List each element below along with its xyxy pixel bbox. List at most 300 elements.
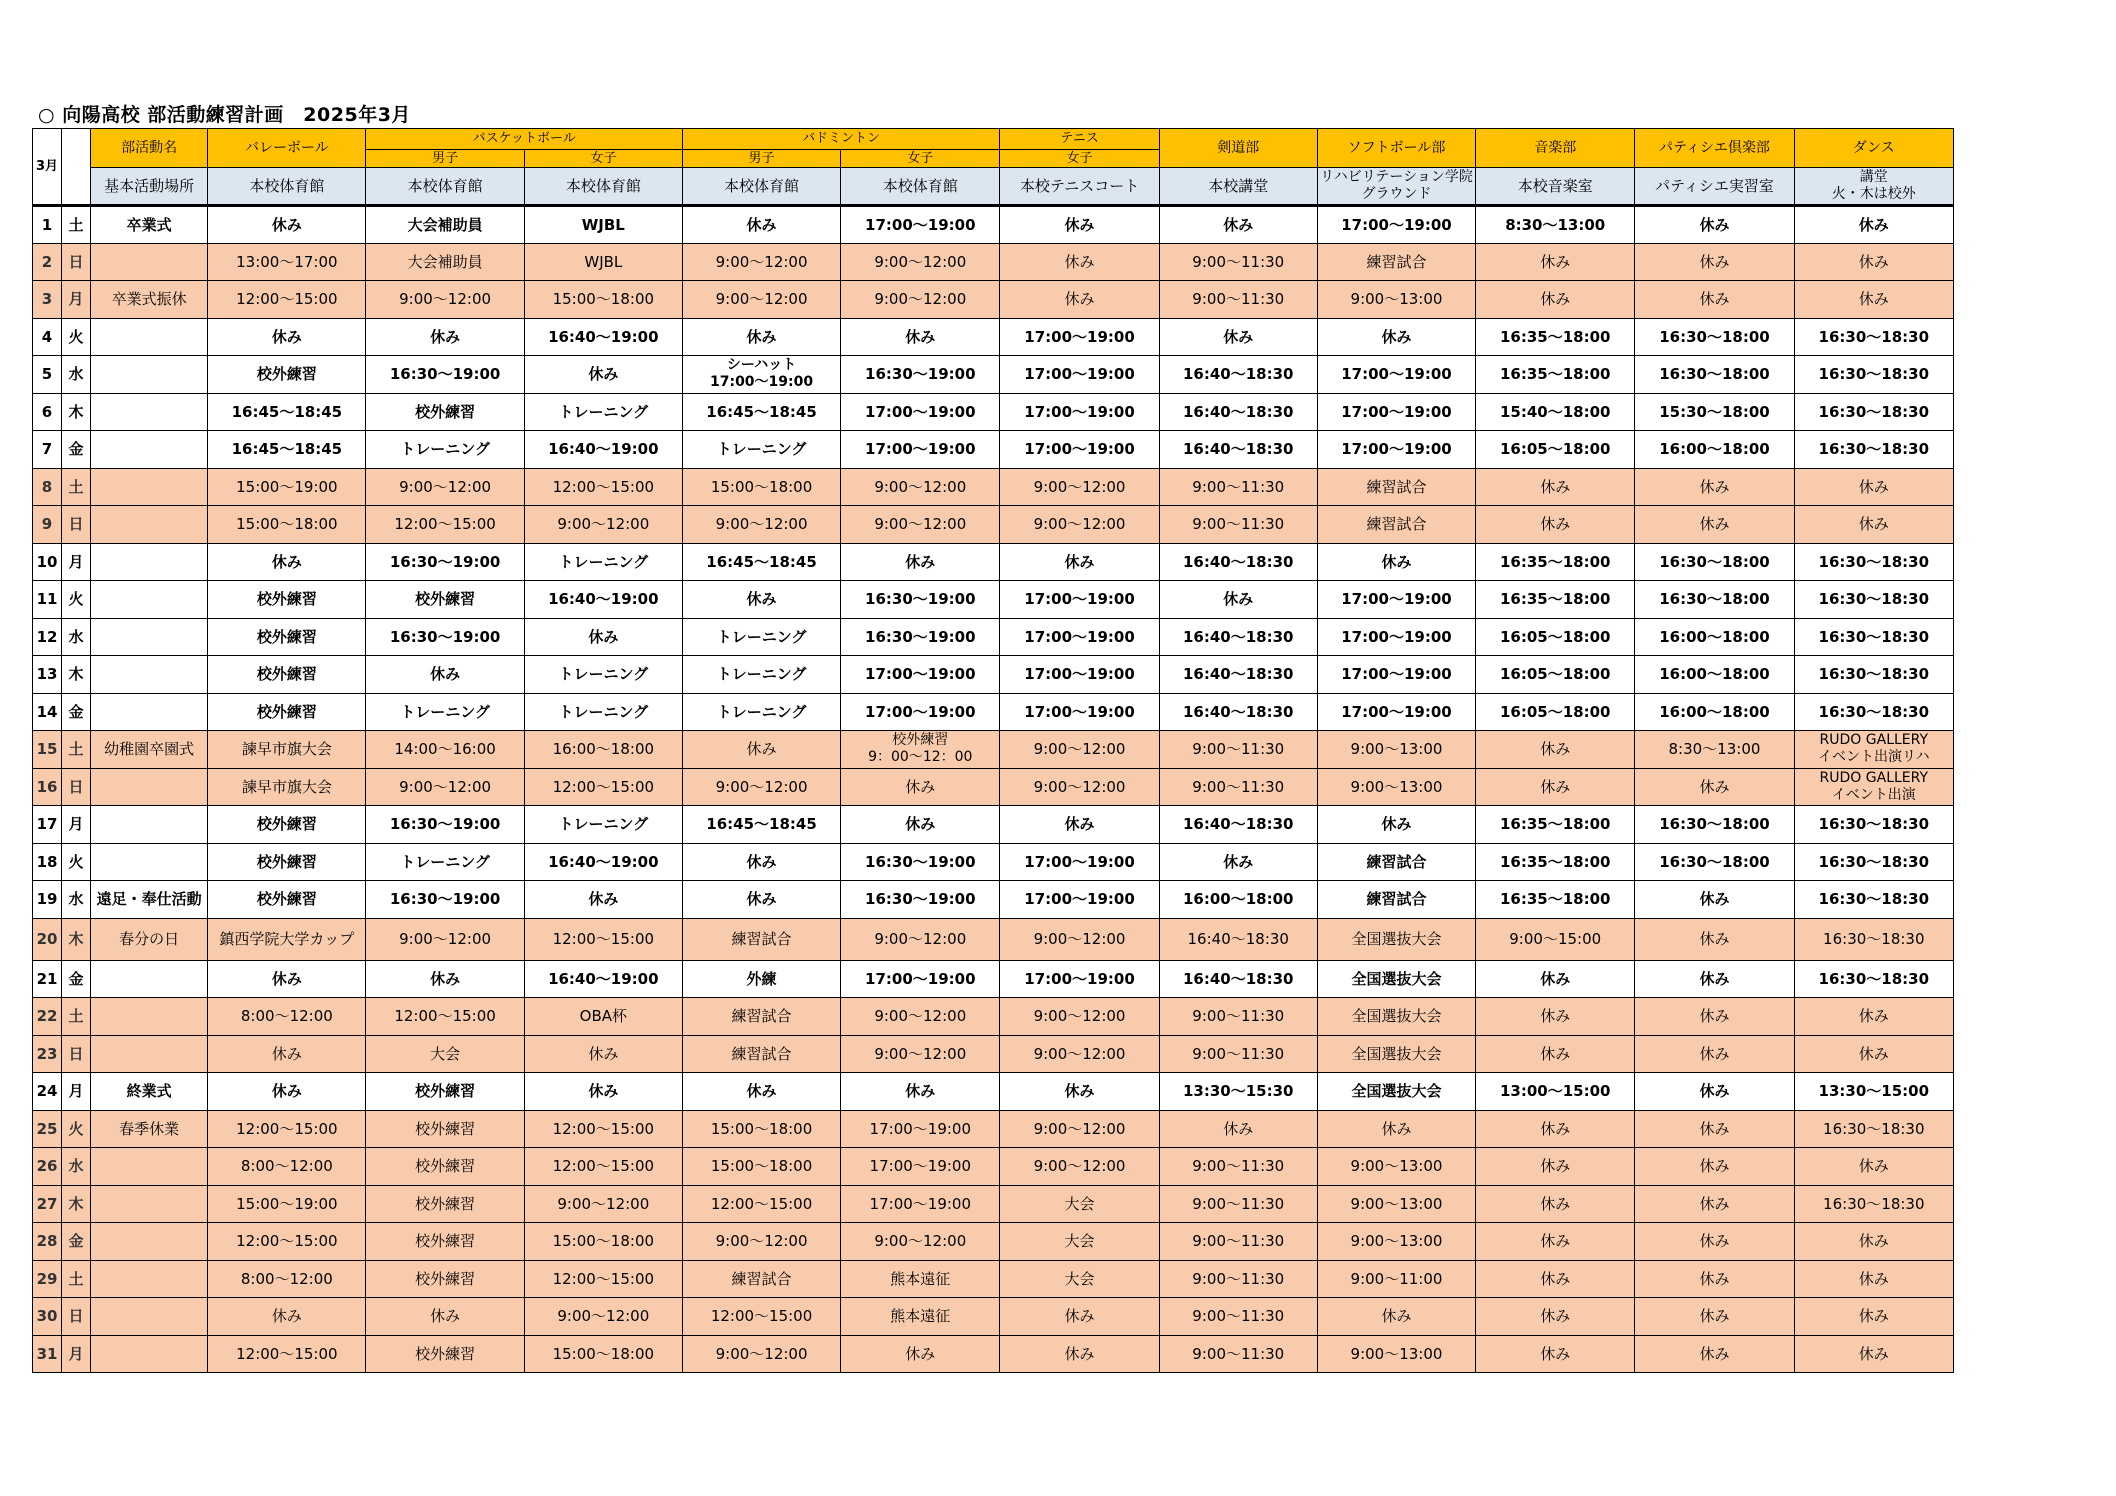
schedule-cell: 17:00～19:00: [841, 1110, 1000, 1148]
schedule-cell: 16:30～18:30: [1794, 806, 1953, 844]
schedule-cell: 練習試合: [1317, 243, 1475, 281]
schedule-cell: 16:40～18:30: [1159, 543, 1317, 581]
schedule-cell: 15:00～18:00: [524, 1223, 682, 1261]
table-row: [33, 881, 1954, 919]
schedule-cell: 16:30～18:30: [1794, 543, 1953, 581]
event-cell: 終業式: [91, 1073, 208, 1111]
schedule-cell: 14:00～16:00: [366, 731, 524, 769]
table-row: [33, 506, 1954, 544]
schedule-cell: 休み: [1317, 1110, 1475, 1148]
schedule-cell: 12:00～15:00: [208, 281, 366, 319]
schedule-cell: 15:00～18:00: [682, 1110, 840, 1148]
schedule-cell: 17:00～19:00: [1317, 693, 1475, 731]
table-row: [33, 468, 1954, 506]
schedule-cell: 16:30～18:30: [1794, 318, 1953, 356]
table-row: [33, 281, 1954, 319]
basketball-girls: 女子: [524, 150, 682, 168]
schedule-cell: 休み: [366, 960, 524, 998]
schedule-cell: 休み: [1635, 1073, 1794, 1111]
schedule-cell: 9:00～12:00: [366, 768, 524, 806]
event-cell: [91, 356, 208, 394]
schedule-cell: 15:40～18:00: [1476, 393, 1635, 431]
schedule-cell: 17:00～19:00: [1317, 656, 1475, 694]
schedule-cell: 16:40～18:30: [1159, 918, 1317, 960]
schedule-cell: 17:00～19:00: [841, 431, 1000, 469]
schedule-cell: 16:30～18:00: [1635, 318, 1794, 356]
schedule-cell: 休み: [1635, 506, 1794, 544]
schedule-cell: 休み: [1635, 998, 1794, 1036]
schedule-cell: 校外練習: [366, 393, 524, 431]
schedule-cell: 15:00～19:00: [208, 1185, 366, 1223]
event-cell: [91, 998, 208, 1036]
schedule-cell: 12:00～15:00: [682, 1298, 840, 1336]
dow-cell: 月: [62, 543, 91, 581]
schedule-cell: 休み: [208, 1298, 366, 1336]
date-cell: 11: [33, 581, 62, 619]
schedule-cell: 校外練習: [208, 656, 366, 694]
dow-cell: 火: [62, 1110, 91, 1148]
table-row: [33, 1260, 1954, 1298]
schedule-cell: 16:45～18:45: [682, 806, 840, 844]
schedule-cell: 16:35～18:00: [1476, 806, 1635, 844]
table-row: [33, 543, 1954, 581]
schedule-cell: OBA杯: [524, 998, 682, 1036]
schedule-cell: 16:35～18:00: [1476, 356, 1635, 394]
table-row: [33, 356, 1954, 394]
schedule-cell: 17:00～19:00: [1000, 618, 1159, 656]
date-cell: 2: [33, 243, 62, 281]
schedule-cell: 16:40～18:30: [1159, 431, 1317, 469]
date-cell: 8: [33, 468, 62, 506]
schedule-cell: 9:00～12:00: [841, 468, 1000, 506]
schedule-cell: 校外練習: [208, 881, 366, 919]
place-basketball-boys: 本校体育館: [366, 168, 524, 206]
schedule-cell: 16:30～18:30: [1794, 431, 1953, 469]
schedule-cell: 16:35～18:00: [1476, 881, 1635, 919]
event-cell: [91, 656, 208, 694]
date-cell: 9: [33, 506, 62, 544]
event-cell: [91, 618, 208, 656]
club-badminton: バドミントン: [682, 129, 999, 150]
schedule-cell: 休み: [1794, 281, 1953, 319]
schedule-cell: 16:40～18:30: [1159, 618, 1317, 656]
table-row: [33, 693, 1954, 731]
schedule-cell: 休み: [1317, 806, 1475, 844]
table-row: [33, 1035, 1954, 1073]
schedule-cell: 休み: [208, 1035, 366, 1073]
schedule-cell: 練習試合: [1317, 881, 1475, 919]
schedule-cell: 校外練習: [366, 581, 524, 619]
schedule-cell: 17:00～19:00: [1000, 581, 1159, 619]
schedule-cell: 12:00～15:00: [208, 1110, 366, 1148]
dow-cell: 火: [62, 318, 91, 356]
schedule-cell: 休み: [1635, 918, 1794, 960]
page-title: ○ 向陽高校 部活動練習計画 2025年3月: [38, 104, 411, 126]
schedule-cell: 15:00～18:00: [524, 281, 682, 319]
schedule-cell: 9:00～12:00: [366, 468, 524, 506]
schedule-cell: 休み: [1635, 281, 1794, 319]
schedule-cell: 15:00～18:00: [524, 1335, 682, 1373]
schedule-cell: 休み: [682, 881, 840, 919]
schedule-cell: 16:30～18:30: [1794, 960, 1953, 998]
schedule-cell: 9:00～12:00: [524, 1185, 682, 1223]
dow-cell: 日: [62, 768, 91, 806]
schedule-cell: 16:00～18:00: [524, 731, 682, 769]
place-badminton-boys: 本校体育館: [682, 168, 840, 206]
event-cell: [91, 1185, 208, 1223]
schedule-cell: 17:00～19:00: [1000, 393, 1159, 431]
date-cell: 17: [33, 806, 62, 844]
table-row: [33, 206, 1954, 244]
schedule-cell: 9:00～12:00: [841, 281, 1000, 319]
schedule-cell: 9:00～12:00: [1000, 506, 1159, 544]
date-cell: 31: [33, 1335, 62, 1373]
schedule-cell: 校外練習: [208, 618, 366, 656]
schedule-cell: 休み: [1000, 1335, 1159, 1373]
schedule-cell: 休み: [1635, 1148, 1794, 1186]
table-row: [33, 1148, 1954, 1186]
schedule-cell: 12:00～15:00: [524, 1110, 682, 1148]
schedule-cell: 16:40～18:30: [1159, 806, 1317, 844]
schedule-cell: 休み: [1635, 1110, 1794, 1148]
schedule-cell: 16:30～19:00: [366, 618, 524, 656]
date-cell: 26: [33, 1148, 62, 1186]
schedule-cell: 9:00～12:00: [682, 1335, 840, 1373]
schedule-cell: 9:00～12:00: [841, 1035, 1000, 1073]
dow-cell: 木: [62, 393, 91, 431]
schedule-cell: 16:30～19:00: [841, 843, 1000, 881]
schedule-cell: トレーニング: [366, 693, 524, 731]
schedule-cell: 16:30～18:30: [1794, 581, 1953, 619]
basketball-boys: 男子: [366, 150, 524, 168]
event-cell: [91, 543, 208, 581]
schedule-cell: 16:30～18:30: [1794, 618, 1953, 656]
schedule-cell: 16:35～18:00: [1476, 543, 1635, 581]
dow-cell: 土: [62, 468, 91, 506]
date-cell: 22: [33, 998, 62, 1036]
schedule-cell: 16:30～19:00: [366, 806, 524, 844]
schedule-cell: RUDO GALLERY イベント出演リハ: [1794, 731, 1953, 769]
schedule-cell: トレーニング: [366, 431, 524, 469]
place-basketball-girls: 本校体育館: [524, 168, 682, 206]
schedule-cell: 9:00～11:30: [1159, 506, 1317, 544]
schedule-cell: 16:40～19:00: [524, 318, 682, 356]
schedule-cell: 休み: [1476, 1185, 1635, 1223]
schedule-cell: 休み: [841, 1073, 1000, 1111]
schedule-cell: 休み: [1476, 731, 1635, 769]
schedule-cell: 休み: [1794, 998, 1953, 1036]
schedule-cell: 校外練習: [366, 1335, 524, 1373]
schedule-cell: 9:00～13:00: [1317, 281, 1475, 319]
schedule-cell: 校外練習: [208, 356, 366, 394]
schedule-cell: 鎮西学院大学カップ: [208, 918, 366, 960]
schedule-cell: 9:00～11:30: [1159, 1185, 1317, 1223]
dow-cell: 日: [62, 1035, 91, 1073]
schedule-cell: 16:45～18:45: [682, 393, 840, 431]
schedule-cell: 16:30～18:30: [1794, 1185, 1953, 1223]
schedule-cell: 17:00～19:00: [1317, 618, 1475, 656]
schedule-cell: 16:35～18:00: [1476, 318, 1635, 356]
schedule-cell: 校外練習: [208, 843, 366, 881]
schedule-cell: 8:30～13:00: [1476, 206, 1635, 244]
schedule-cell: 全国選抜大会: [1317, 960, 1475, 998]
schedule-cell: 16:30～19:00: [841, 881, 1000, 919]
schedule-cell: 休み: [1635, 768, 1794, 806]
schedule-cell: 大会補助員: [366, 243, 524, 281]
schedule-cell: 16:40～18:30: [1159, 693, 1317, 731]
schedule-cell: 16:30～18:00: [1635, 356, 1794, 394]
schedule-cell: 16:05～18:00: [1476, 618, 1635, 656]
event-cell: 幼稚園卒園式: [91, 731, 208, 769]
date-cell: 23: [33, 1035, 62, 1073]
table-row: [33, 318, 1954, 356]
table-row: [33, 656, 1954, 694]
schedule-cell: 休み: [208, 960, 366, 998]
schedule-cell: 休み: [1794, 1260, 1953, 1298]
schedule-cell: 16:45～18:45: [682, 543, 840, 581]
schedule-cell: 休み: [208, 206, 366, 244]
schedule-cell: 校外練習: [366, 1110, 524, 1148]
schedule-cell: 休み: [524, 881, 682, 919]
table-row: [33, 731, 1954, 769]
table-row: [33, 1298, 1954, 1336]
date-cell: 7: [33, 431, 62, 469]
club-softball: ソフトボール部: [1317, 129, 1475, 168]
schedule-cell: 12:00～15:00: [682, 1185, 840, 1223]
schedule-cell: 休み: [1794, 1223, 1953, 1261]
schedule-cell: 17:00～19:00: [841, 656, 1000, 694]
event-cell: [91, 693, 208, 731]
event-cell: [91, 1035, 208, 1073]
schedule-cell: 16:40～18:30: [1159, 356, 1317, 394]
schedule-cell: 休み: [682, 206, 840, 244]
schedule-cell: 16:30～19:00: [366, 543, 524, 581]
schedule-cell: 9:00～11:30: [1159, 468, 1317, 506]
table-row: [33, 243, 1954, 281]
schedule-cell: 9:00～12:00: [524, 506, 682, 544]
dow-cell: 木: [62, 656, 91, 694]
table-row: [33, 581, 1954, 619]
schedule-cell: 休み: [1794, 243, 1953, 281]
schedule-cell: 休み: [1635, 1185, 1794, 1223]
schedule-cell: 8:00～12:00: [208, 998, 366, 1036]
schedule-cell: 9:00～12:00: [366, 918, 524, 960]
schedule-cell: 熊本遠征: [841, 1260, 1000, 1298]
date-cell: 25: [33, 1110, 62, 1148]
club-volleyball: バレーボール: [208, 129, 366, 168]
schedule-cell: 9:00～13:00: [1317, 1335, 1475, 1373]
schedule-cell: RUDO GALLERY イベント出演: [1794, 768, 1953, 806]
schedule-cell: 12:00～15:00: [524, 918, 682, 960]
schedule-cell: 16:40～19:00: [524, 581, 682, 619]
schedule-cell: 校外練習: [366, 1223, 524, 1261]
schedule-cell: 9:00～11:30: [1159, 1260, 1317, 1298]
place-tennis: 本校テニスコート: [1000, 168, 1159, 206]
schedule-cell: 9:00～12:00: [1000, 468, 1159, 506]
schedule-cell: 9:00～11:30: [1159, 768, 1317, 806]
club-name-label: 部活動名: [91, 129, 208, 168]
schedule-cell: 8:30～13:00: [1635, 731, 1794, 769]
schedule-cell: 17:00～19:00: [1000, 881, 1159, 919]
schedule-cell: 17:00～19:00: [841, 960, 1000, 998]
schedule-cell: 16:30～18:30: [1794, 918, 1953, 960]
schedule-cell: 休み: [682, 731, 840, 769]
schedule-cell: 休み: [1000, 206, 1159, 244]
schedule-cell: 校外練習: [366, 1185, 524, 1223]
schedule-cell: 休み: [1159, 206, 1317, 244]
date-cell: 4: [33, 318, 62, 356]
schedule-cell: 9:00～12:00: [841, 998, 1000, 1036]
event-cell: [91, 318, 208, 356]
dow-cell: 火: [62, 581, 91, 619]
schedule-cell: トレーニング: [524, 393, 682, 431]
date-cell: 24: [33, 1073, 62, 1111]
schedule-cell: 16:30～18:30: [1794, 656, 1953, 694]
schedule-cell: 16:45～18:45: [208, 393, 366, 431]
schedule-cell: 9:00～12:00: [366, 281, 524, 319]
schedule-cell: 17:00～19:00: [1317, 581, 1475, 619]
date-cell: 16: [33, 768, 62, 806]
schedule-cell: 16:05～18:00: [1476, 693, 1635, 731]
schedule-cell: 9:00～13:00: [1317, 1185, 1475, 1223]
schedule-cell: 17:00～19:00: [841, 206, 1000, 244]
schedule-cell: 15:00～18:00: [682, 1148, 840, 1186]
schedule-cell: 全国選抜大会: [1317, 918, 1475, 960]
schedule-cell: 校外練習: [366, 1148, 524, 1186]
schedule-cell: 16:30～19:00: [366, 356, 524, 394]
event-cell: [91, 843, 208, 881]
schedule-cell: 9:00～12:00: [1000, 998, 1159, 1036]
schedule-cell: 8:00～12:00: [208, 1260, 366, 1298]
schedule-cell: 9:00～12:00: [1000, 1035, 1159, 1073]
dow-cell: 木: [62, 1185, 91, 1223]
schedule-cell: 8:00～12:00: [208, 1148, 366, 1186]
schedule-cell: 休み: [841, 768, 1000, 806]
schedule-cell: 16:30～19:00: [841, 581, 1000, 619]
schedule-cell: 16:30～18:30: [1794, 393, 1953, 431]
table-row: [33, 1073, 1954, 1111]
schedule-cell: 外練: [682, 960, 840, 998]
event-cell: 卒業式: [91, 206, 208, 244]
date-cell: 13: [33, 656, 62, 694]
schedule-cell: 16:30～18:30: [1794, 1110, 1953, 1148]
schedule-cell: WJBL: [524, 206, 682, 244]
event-cell: 春分の日: [91, 918, 208, 960]
schedule-cell: 9:00～12:00: [841, 918, 1000, 960]
date-cell: 29: [33, 1260, 62, 1298]
schedule-cell: 練習試合: [1317, 506, 1475, 544]
schedule-cell: 練習試合: [1317, 843, 1475, 881]
schedule-cell: 13:00～17:00: [208, 243, 366, 281]
schedule-cell: 9:00～12:00: [524, 1298, 682, 1336]
schedule-cell: 休み: [524, 356, 682, 394]
schedule-cell: 16:30～18:30: [1794, 843, 1953, 881]
schedule-cell: 休み: [1000, 281, 1159, 319]
schedule-cell: 9:00～12:00: [682, 281, 840, 319]
schedule-cell: 休み: [1794, 1035, 1953, 1073]
dow-cell: 金: [62, 431, 91, 469]
schedule-cell: 休み: [1635, 468, 1794, 506]
schedule-cell: 12:00～15:00: [366, 998, 524, 1036]
date-cell: 12: [33, 618, 62, 656]
schedule-cell: 9:00～13:00: [1317, 768, 1475, 806]
schedule-cell: 9:00～12:00: [682, 1223, 840, 1261]
place-softball: リハビリテーション学院 グラウンド: [1317, 168, 1475, 206]
schedule-cell: 16:00～18:00: [1635, 618, 1794, 656]
schedule-cell: 休み: [208, 543, 366, 581]
month-label: 3月: [33, 129, 62, 206]
dow-cell: 水: [62, 881, 91, 919]
schedule-cell: 休み: [1476, 998, 1635, 1036]
schedule-cell: 17:00～19:00: [1317, 206, 1475, 244]
schedule-cell: 休み: [1159, 1110, 1317, 1148]
dow-cell: 月: [62, 806, 91, 844]
schedule-cell: 休み: [1635, 1298, 1794, 1336]
schedule-cell: 諫早市旗大会: [208, 768, 366, 806]
schedule-cell: 休み: [1317, 1298, 1475, 1336]
schedule-cell: 9:00～12:00: [841, 1223, 1000, 1261]
schedule-cell: 9:00～12:00: [1000, 768, 1159, 806]
date-cell: 27: [33, 1185, 62, 1223]
event-cell: [91, 243, 208, 281]
table-row: [33, 768, 1954, 806]
schedule-cell: 休み: [1000, 1298, 1159, 1336]
schedule-cell: 16:35～18:00: [1476, 843, 1635, 881]
schedule-cell: 17:00～19:00: [1000, 960, 1159, 998]
schedule-cell: 9:00～12:00: [841, 506, 1000, 544]
schedule-cell: 休み: [1794, 468, 1953, 506]
schedule-cell: 休み: [1159, 318, 1317, 356]
schedule-cell: 大会: [1000, 1223, 1159, 1261]
schedule-cell: 諫早市旗大会: [208, 731, 366, 769]
schedule-cell: 全国選抜大会: [1317, 1035, 1475, 1073]
schedule-cell: 練習試合: [1317, 468, 1475, 506]
schedule-cell: 休み: [1476, 1035, 1635, 1073]
schedule-cell: 練習試合: [682, 1035, 840, 1073]
schedule-cell: トレーニング: [524, 656, 682, 694]
date-cell: 18: [33, 843, 62, 881]
table-row: [33, 618, 1954, 656]
schedule-cell: 熊本遠征: [841, 1298, 1000, 1336]
dow-header-blank: [62, 129, 91, 206]
schedule-cell: 16:00～18:00: [1635, 693, 1794, 731]
schedule-cell: 休み: [1476, 1335, 1635, 1373]
schedule-cell: 校外練習: [208, 693, 366, 731]
table-row: [33, 843, 1954, 881]
schedule-cell: 休み: [524, 618, 682, 656]
schedule-cell: 休み: [682, 581, 840, 619]
dow-cell: 月: [62, 281, 91, 319]
schedule-cell: 休み: [366, 656, 524, 694]
schedule-cell: 13:00～15:00: [1476, 1073, 1635, 1111]
schedule-cell: 休み: [1476, 1223, 1635, 1261]
table-row: [33, 1185, 1954, 1223]
schedule-cell: 9:00～12:00: [1000, 1148, 1159, 1186]
schedule-cell: 休み: [1317, 543, 1475, 581]
schedule-cell: 休み: [1476, 1260, 1635, 1298]
schedule-cell: 休み: [1635, 1223, 1794, 1261]
dow-cell: 金: [62, 693, 91, 731]
schedule-cell: 17:00～19:00: [841, 1148, 1000, 1186]
club-dance: ダンス: [1794, 129, 1953, 168]
schedule-cell: 9:00～11:30: [1159, 998, 1317, 1036]
schedule-cell: 休み: [1476, 1148, 1635, 1186]
date-cell: 10: [33, 543, 62, 581]
schedule-cell: トレーニング: [524, 806, 682, 844]
schedule-cell: 16:30～18:30: [1794, 356, 1953, 394]
schedule-cell: 休み: [841, 543, 1000, 581]
schedule-cell: 9:00～12:00: [1000, 1110, 1159, 1148]
